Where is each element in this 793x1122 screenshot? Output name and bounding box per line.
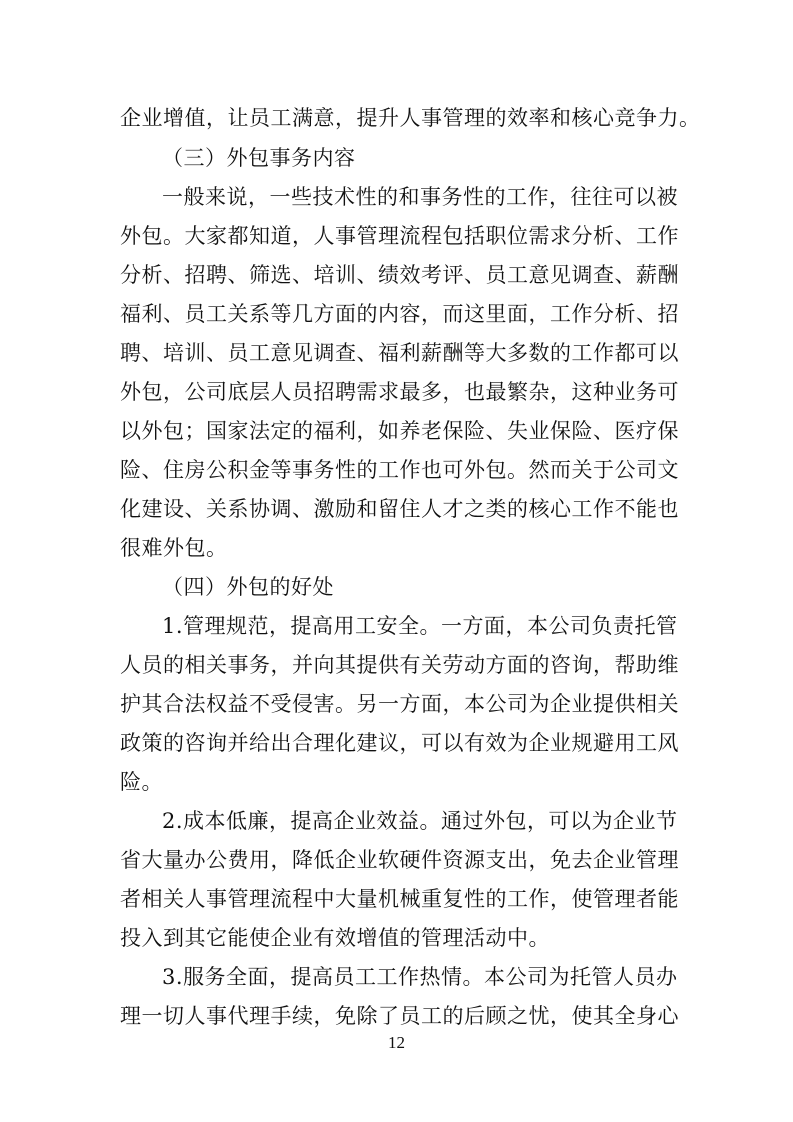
text-line: 以外包；国家法定的福利，如养老保险、失业保险、医疗保 (120, 419, 679, 443)
text-line: 外包。大家都知道，人事管理流程包括职位需求分析、工作 (120, 224, 679, 248)
text-line: 人员的相关事务，并向其提供有关劳动方面的咨询，帮助维 (120, 653, 679, 677)
text-line: 3.服务全面，提高员工工作热情。本公司为托管人员办 (162, 965, 678, 989)
section-heading: （三）外包事务内容 (162, 146, 356, 170)
text-line: 险。 (120, 770, 163, 794)
text-line: 分析、招聘、筛选、培训、绩效考评、员工意见调查、薪酬 (120, 263, 679, 287)
page-number: 12 (388, 1033, 405, 1052)
text-line: 省大量办公费用，降低企业软硬件资源支出，免去企业管理 (120, 848, 679, 872)
text-line: 福利、员工关系等几方面的内容，而这里面，工作分析、招 (120, 302, 679, 326)
text-line: 者相关人事管理流程中大量机械重复性的工作，使管理者能 (120, 887, 679, 911)
text-line: 聘、培训、员工意见调查、福利薪酬等大多数的工作都可以 (120, 341, 679, 365)
section-heading: （四）外包的好处 (162, 575, 334, 599)
text-line: 外包，公司底层人员招聘需求最多，也最繁杂，这种业务可 (120, 380, 679, 404)
text-line: 政策的咨询并给出合理化建议，可以有效为企业规避用工风 (120, 731, 679, 755)
text-line: 1.管理规范，提高用工安全。一方面，本公司负责托管 (162, 614, 678, 638)
text-line: 护其合法权益不受侵害。另一方面，本公司为企业提供相关 (120, 692, 679, 716)
text-line: 化建设、关系协调、激励和留住人才之类的核心工作不能也 (120, 497, 679, 521)
text-line: 投入到其它能使企业有效增值的管理活动中。 (120, 926, 550, 950)
text-line: 理一切人事代理手续，免除了员工的后顾之忧，使其全身心 (120, 1004, 679, 1028)
text-line: 一般来说，一些技术性的和事务性的工作，往往可以被 (162, 185, 678, 209)
text-line: 很难外包。 (120, 536, 228, 560)
text-line: 险、住房公积金等事务性的工作也可外包。然而关于公司文 (120, 458, 679, 482)
text-line: 2.成本低廉，提高企业效益。通过外包，可以为企业节 (162, 809, 678, 833)
text-line: 企业增值，让员工满意，提升人事管理的效率和核心竞争力。 (120, 106, 701, 130)
